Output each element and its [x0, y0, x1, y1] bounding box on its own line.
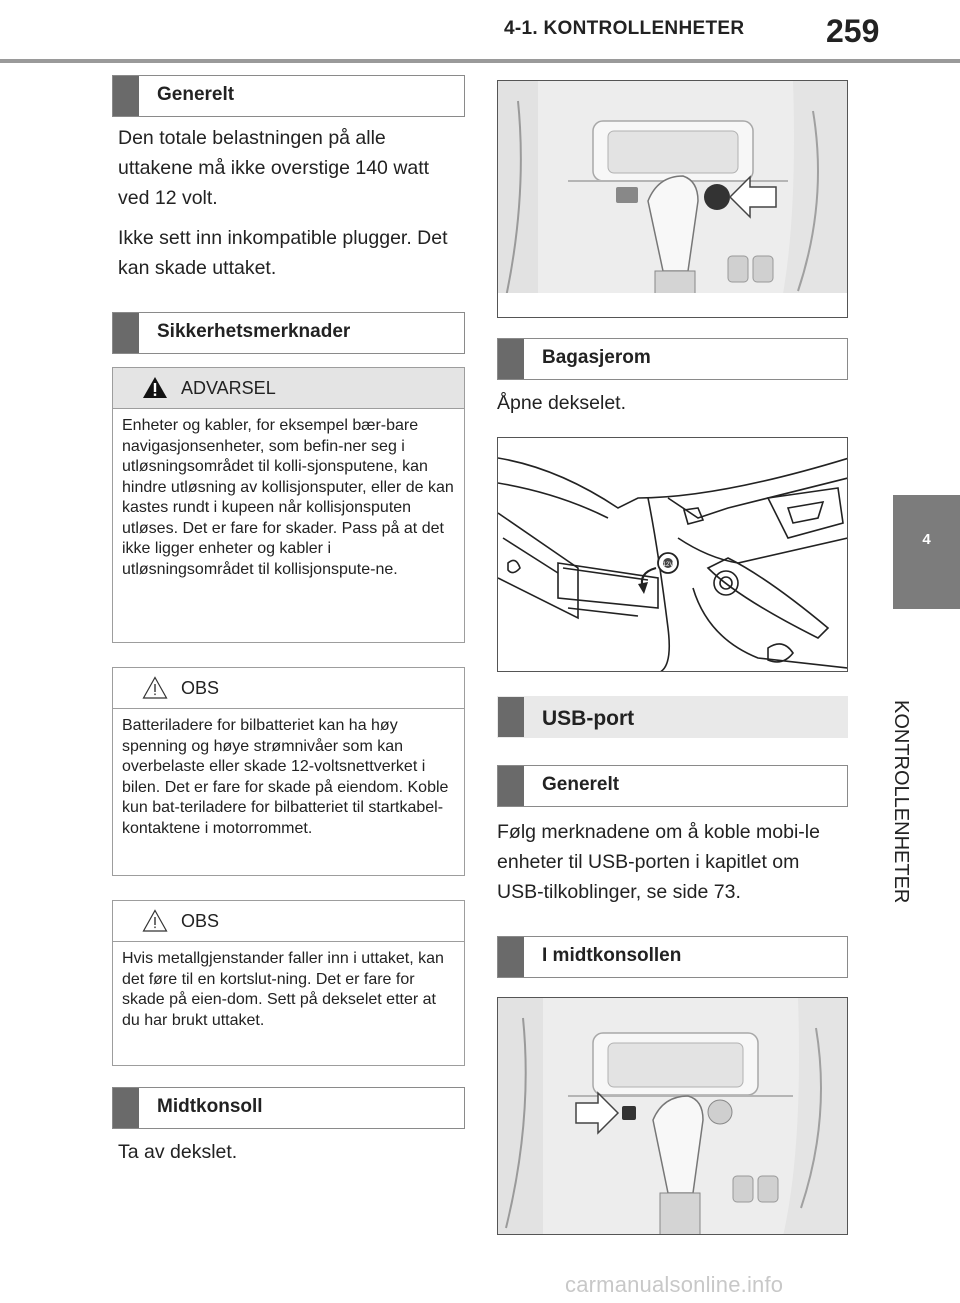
figure-console-socket	[497, 80, 848, 318]
usb-port-icon	[622, 1106, 636, 1120]
console-illustration	[498, 81, 848, 318]
section-generelt-label: Generelt	[157, 84, 235, 105]
chapter-tab	[893, 495, 960, 609]
usb-console-illustration	[498, 998, 848, 1235]
notice-title: OBS	[181, 678, 220, 698]
warning-text: Enheter og kabler, for eksempel bær-bare navigasjonsenheter, som befin-ner seg i utløsningsområdet til kolli-sjonsputene, kan hindre utløsning av kollisjonsputer, eller de kan kastes rundt i kupeen når kollisjonsputen utløses. Det er fare for skader. Pass på at det ikke ligger enheter og kabler i utløsningsområdet til kollisjonspute-ne.	[122, 417, 454, 578]
section-midtkonsollen-label: I midtkonsollen	[542, 945, 682, 966]
paragraph-remove-cover: Ta av dekslet.	[118, 1141, 238, 1163]
section-bagasjerom-label: Bagasjerom	[542, 347, 651, 368]
section-usb-generelt	[497, 765, 848, 807]
notice-text: Hvis metallgjenstander faller inn i uttaket, kan det føre til en kortslut-ning. Det er fare for skade på eien-dom. Sett på dekselet etter at du har brukt uttaket.	[122, 950, 444, 1029]
watermark: carmanualsonline.info	[565, 1272, 784, 1297]
paragraph-load-limit: Den totale belastningen på alle uttakene må ikke overstige 140 watt ved 12 volt.	[118, 127, 430, 209]
section-safety	[112, 312, 465, 354]
warning-box	[112, 367, 465, 643]
notice-title: OBS	[181, 911, 220, 931]
paragraph-incompatible-plugs: Ikke sett inn inkompatible plugger. Det kan skade uttaket.	[118, 227, 448, 279]
section-safety-label: Sikkerhetsmerknader	[157, 321, 351, 342]
figure-usb-port	[497, 997, 848, 1235]
section-midtkonsoll	[112, 1087, 465, 1129]
header-rule	[0, 59, 960, 63]
luggage-illustration	[498, 438, 848, 672]
section-bagasjerom	[497, 338, 848, 380]
section-usb-port	[497, 696, 848, 738]
paragraph-usb-notes: Følg merknadene om å koble mobi-le enheter til USB-porten i kapitlet om USB-tilkoblinger, se side 73.	[497, 821, 820, 903]
notice-box-short-circuit	[112, 900, 465, 1066]
chapter-tab-number: 4	[922, 531, 931, 548]
section-usb-generelt-label: Generelt	[542, 774, 620, 795]
chapter-side-label: KONTROLLENHETER	[890, 700, 912, 904]
section-midtkonsoll-label: Midtkonsoll	[157, 1096, 263, 1117]
section-usb-port-label: USB-port	[542, 707, 635, 730]
paragraph-open-cover: Åpne dekselet.	[497, 392, 627, 414]
notice-text: Batteriladere for bilbatteriet kan ha høy spenning og høye strømnivåer som kan overbelaste eller skade 12-voltsnettverket i bilen. Det er fare for skade på eiendom. Koble kun bat-teriladere for bilbatteriet til startkabel-kontaktene i motorrommet.	[122, 717, 449, 837]
chapter-title: 4-1. KONTROLLENHETER	[504, 18, 745, 39]
notice-triangle-icon	[142, 909, 168, 932]
section-midtkonsollen	[497, 936, 848, 978]
page-number: 259	[826, 13, 880, 49]
socket-12v-label: 12V	[662, 562, 674, 568]
notice-box-charger	[112, 667, 465, 876]
warning-triangle-icon	[142, 376, 168, 399]
rotate-arrow-icon	[638, 582, 648, 594]
figure-luggage-socket	[497, 437, 848, 672]
section-generelt	[112, 75, 465, 117]
notice-triangle-icon	[142, 676, 168, 699]
warning-title: ADVARSEL	[181, 378, 276, 398]
